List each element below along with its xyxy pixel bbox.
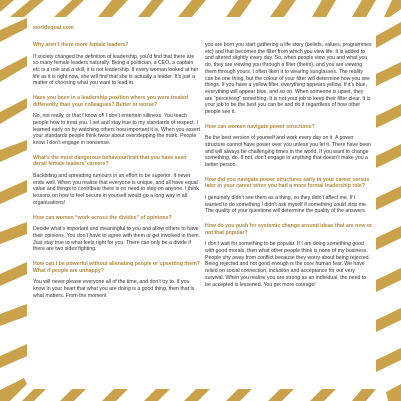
- answer-paragraph: Be the best version of yourself and work every day on it. A power structure cannot have power over you unless you let it. There have been and will always be challenging times in the world. If you want to change something, do. If not, don’t engage in anything that doesn’t make you a better person.: [205, 135, 372, 169]
- question-heading: How do you push for systemic change around ideas that are new or not that popular?: [205, 223, 372, 236]
- article-page: [27, 17, 376, 389]
- question-heading: Have you been in a leadership position where you were treated differently than your colleagues? Better or worse?: [33, 95, 189, 108]
- answer-paragraph: I don’t wait for something to be popular. If I am doing something good with good morals, then what other people think is none of my business. People shy away from conflict because they worry about being rejected. Being rejected and not good enough is the core human fear. We have relied on social connection, inclusion and acceptance for our very survival. When you realise you are strong as an individual, the need to be accepted is lessened. You get more courage!: [205, 241, 370, 288]
- answer-paragraph: No, not really, or that I know of! I don’t entertain silliness. You teach people how to treat you. I set and stay true to my standards of respect. I learned early on by watching others how important it is. When you assert your standards people think twice about overstepping the mark. People know I don’t engage in nonsense.: [33, 113, 200, 147]
- question-heading: How can women “work across the divides” of opinions?: [33, 214, 172, 221]
- answer-paragraph: I genuinely didn’t see them as a thing, so they didn’t affect me. If I wanted to do something I didn’t ask myself if something could stop me. The quality of your questions will determine the quality of the answers.: [205, 195, 368, 215]
- answer-paragraph: you are born you start gathering a life story (beliefs, values, programmes etc) and that becomes the filter from which you view life. It is added to and altered slightly every day. So, when people view you and what you do, they are viewing you through a filter (theirs), and you are viewing them through yours. I often liken it to wearing sunglasses. The reality can be one thing, but the colour of your filter will determine how you see things. If you have a yellow filter, everything appears yellow. If it’s blue, everything will appear blue, and so on. When someone is upset, they are “perceiving” something. It is not your job to keep their filter clear. It is your job to be the best you can be and do it regardless of how other people see it.: [205, 42, 372, 116]
- answer-paragraph: Backbiting and spreading rumours in an effort to be superior. It never ends well. When you realise that everyone is unique, and all have equal value and things to contribute there is no need to step on anyone. I think lessons on how to feel secure in yourself would go a long way in all organisations!: [33, 173, 199, 206]
- question-heading: Why aren’t there more female leaders?: [33, 42, 129, 48]
- answer-paragraph: You will never please everyone all of the time, and don’t try to. If you know in your heart that what you are doing is a good thing, then that is what matters. From the moment: [33, 279, 195, 299]
- question-heading: How can I be powerful without alienating people or upsetting them? What if people are unhappy?: [33, 260, 200, 274]
- answer-paragraph: Decide what’s important and meaningful to you and allow others to have their opinions. You don’t have to agree with them or get involved in them. Just stay true to what feels right for you. There can only be a divide if there are two sides fighting.: [33, 226, 200, 253]
- question-heading: How did you navigate power structures early in your career versus later in your career when you had a more formal leadership role?: [205, 176, 370, 190]
- site-url: worldequal.com: [33, 25, 74, 31]
- question-heading: How can women navigate power structures?: [205, 123, 315, 130]
- right-column: [205, 42, 372, 296]
- left-column: [33, 42, 200, 307]
- question-heading: What’s the most dangerous behaviour/trait that you have seen derail female leaders’ careers?: [33, 154, 187, 168]
- answer-paragraph: If society changed the definition of leadership, you’d find that there are so many female leaders naturally. Being a politician, a CEO, a captain etc is a role and a skill, it is not leadership. If every woman looked at her life as it is right now, she will find that she is actually a leader. It’s just a matter of choosing what you want to lead in.: [33, 53, 199, 87]
